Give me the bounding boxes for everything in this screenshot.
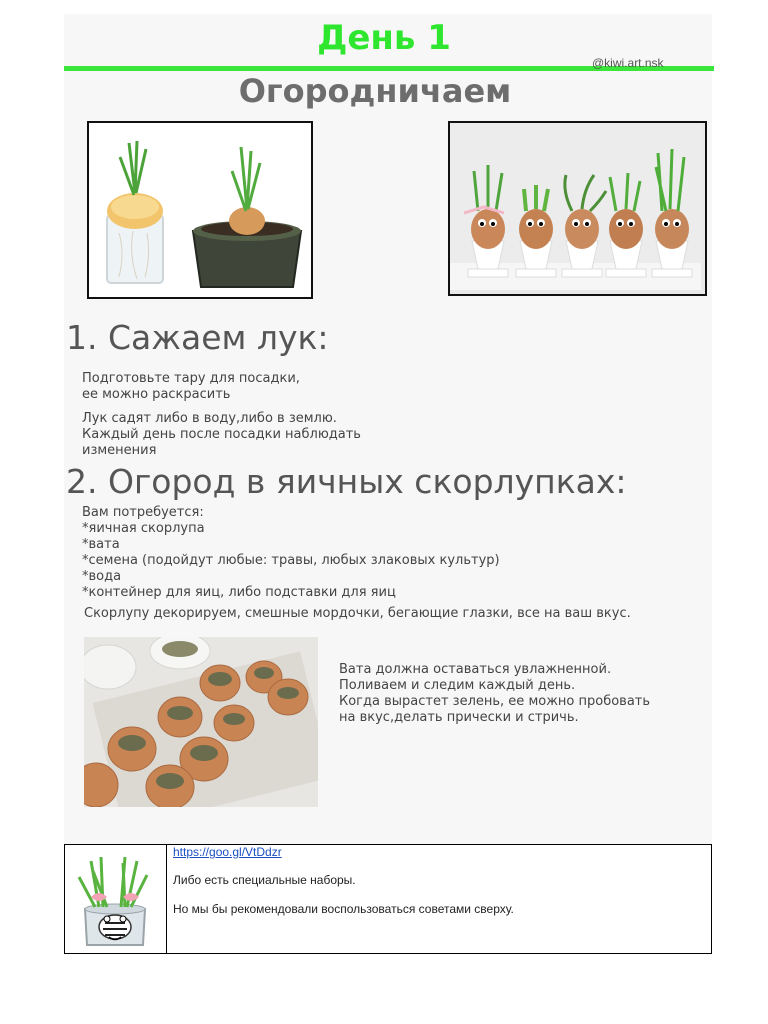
list-item: *контейнер для яиц, либо подставки для яиц bbox=[82, 585, 396, 600]
section-1-paragraph-1 bbox=[82, 371, 300, 403]
care-instructions bbox=[339, 662, 650, 726]
text-line: Когда вырастет зелень, ее можно пробовать bbox=[339, 694, 651, 709]
decorate-note: Скорлупу декорируем, смешные мордочки, бегающие глазки, все на ваш вкус. bbox=[84, 606, 631, 621]
text-line: на вкус,делать прически и стричь. bbox=[339, 710, 579, 725]
text-line: изменения bbox=[82, 443, 157, 458]
egg-heads-photo bbox=[448, 121, 707, 296]
section-2-heading: 2. Огород в яичных скорлупках: bbox=[66, 462, 627, 501]
section-1-paragraph-2 bbox=[82, 411, 361, 459]
text-line: Подготовьте тару для посадки, bbox=[82, 371, 300, 386]
list-item: *яичная скорлупа bbox=[82, 521, 205, 536]
list-item: Вам потребуется: bbox=[82, 505, 204, 520]
kits-info-box bbox=[64, 844, 712, 954]
egg-shells-photo bbox=[84, 637, 318, 807]
day-title: День 1 bbox=[317, 18, 451, 58]
list-item: *вода bbox=[82, 569, 122, 584]
page-subtitle: Огородничаем bbox=[238, 72, 512, 110]
section-1-heading: 1. Сажаем лук: bbox=[66, 318, 329, 357]
list-item: *семена (подойдут любые: травы, любых злаковых культур) bbox=[82, 553, 500, 568]
kits-link[interactable]: https://goo.gl/VtDdzr bbox=[173, 845, 282, 859]
text-line: Вата должна оставаться увлажненной. bbox=[339, 662, 612, 677]
text-line: Поливаем и следим каждый день. bbox=[339, 678, 576, 693]
onion-photo bbox=[87, 121, 313, 299]
text-line: Каждый день после посадки наблюдать bbox=[82, 427, 361, 442]
text-line: Лук садят либо в воду,либо в землю. bbox=[82, 411, 337, 426]
text-line: ее можно раскрасить bbox=[82, 387, 231, 402]
list-item: *вата bbox=[82, 537, 120, 552]
materials-list bbox=[82, 505, 500, 601]
grass-kit-photo bbox=[65, 845, 167, 953]
author-handle: @kiwi.art.nsk bbox=[592, 56, 664, 70]
kits-note: Либо есть специальные наборы. bbox=[173, 873, 356, 887]
recommendation-note: Но мы бы рекомендовали воспользоваться советами сверху. bbox=[173, 902, 514, 916]
